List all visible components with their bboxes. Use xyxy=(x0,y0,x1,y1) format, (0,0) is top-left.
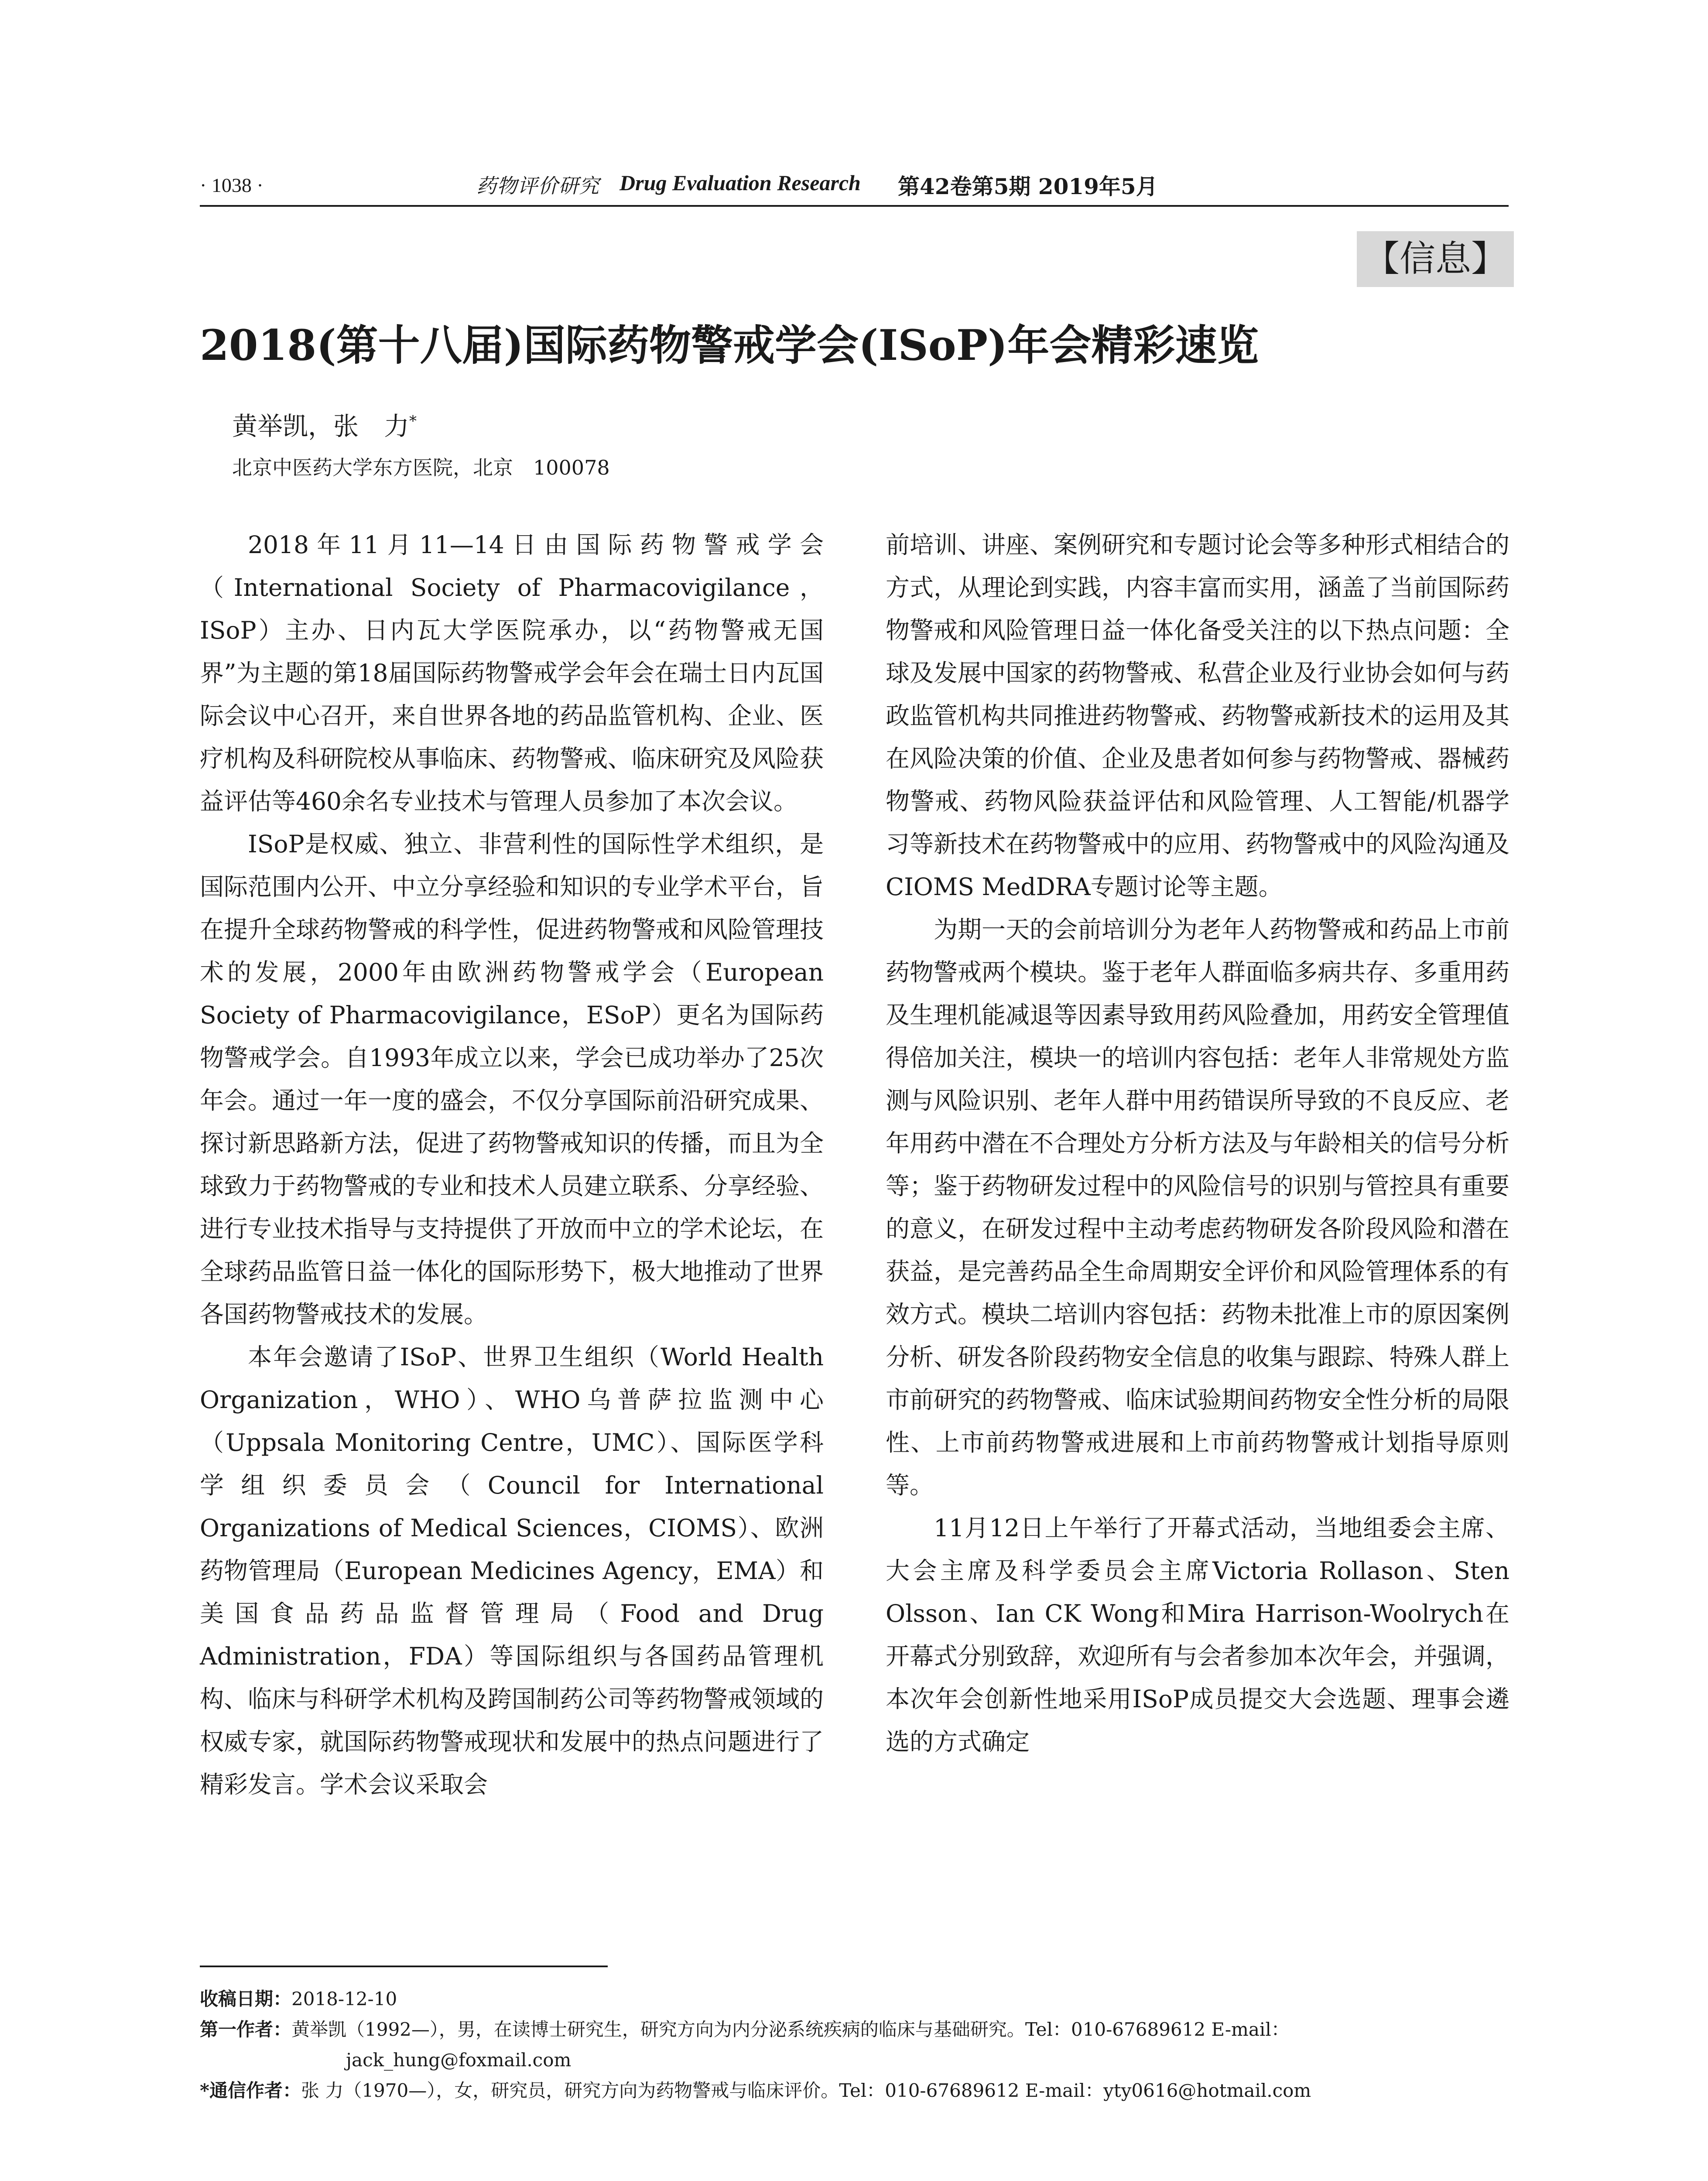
journal-chinese-logo: 药物评价研究 xyxy=(476,174,599,198)
body-left-column xyxy=(200,523,824,1806)
footnote-first-author xyxy=(200,2014,1509,2075)
paragraph-continued: 前培训、讲座、案例研究和专题讨论会等多种形式相结合的方式，从理论到实践，内容丰富而实用，涵盖了当前国际药物警戒和风险管理日益一体化备受关注的以下热点问题：全球及发展中国家的药物警戒、私营企业及行业协会如何与药政监管机构共同推进药物警戒、药物警戒新技术的运用及其在风险决策的价值、企业及患者如何参与药物警戒、器械药物警戒、药物风险获益评估和风险管理、人工智能/机器学习等新技术在药物警戒中的应用、药物警戒中的风险沟通及CIOMS MedDRA专题讨论等主题。 xyxy=(886,531,1510,901)
page-number: · 1038 · xyxy=(200,174,264,196)
affiliation: 北京中医药大学东方医院，北京 100078 xyxy=(232,456,610,479)
paragraph: 本年会邀请了ISoP、世界卫生组织（World Health Organization，WHO）、WHO乌普萨拉监测中心（Uppsala Monitoring Centre，UMC）、国际医学科学组织委员会（Council for International Organizations of Medical Sciences，CIOMS）、欧洲药物管理局（European Medicines Agency，EMA）和美国食品药品监督管理局（Food and Drug Administration，FDA）等国际组织与各国药品管理机构、临床与科研学术机构及跨国制药公司等药物警戒领域的权威专家，就国际药物警戒现状和发展中的热点问题进行了精彩发言。学术会议采取会 xyxy=(200,1343,824,1798)
paragraph: 为期一天的会前培训分为老年人药物警戒和药品上市前药物警戒两个模块。鉴于老年人群面临多病共存、多重用药及生理机能减退等因素导致用药风险叠加，用药安全管理值得倍加关注，模块一的培训内容包括：老年人非常规处方监测与风险识别、老年人群中用药错误所导致的不良反应、老年用药中潜在不合理处方分析方法及与年龄相关的信号分析等；鉴于药物研发过程中的风险信号的识别与管控具有重要的意义，在研发过程中主动考虑药物研发各阶段风险和潜在获益，是完善药品全生命周期安全评价和风险管理体系的有效方式。模块二培训内容包括：药物未批准上市的原因案例分析、研发各阶段药物安全信息的收集与跟踪、特殊人群上市前研究的药物警戒、临床试验期间药物安全性分析的局限性、上市前药物警戒进展和上市前药物警戒计划指导原则等。 xyxy=(886,916,1510,1499)
paragraph: ISoP是权威、独立、非营利性的国际性学术组织，是国际范围内公开、中立分享经验和知识的专业学术平台，旨在提升全球药物警戒的科学性，促进药物警戒和风险管理技术的发展，2000年由欧洲药物警戒学会（European Society of Pharmacovigilance，ESoP）更名为国际药物警戒学会。自1993年成立以来，学会已成功举办了25次年会。通过一年一度的盛会，不仅分享国际前沿研究成果、探讨新思路新方法，促进了药物警戒知识的传播，而且为全球致力于药物警戒的专业和技术人员建立联系、分享经验、进行专业技术指导与支持提供了开放而中立的学术论坛，在全球药品监管日益一体化的国际形势下，极大地推动了世界各国药物警戒技术的发展。 xyxy=(200,830,824,1328)
paragraph: 2018年11月11—14日由国际药物警戒学会（International Society of Pharmacovigilance，ISoP）主办、日内瓦大学医院承办，以“药物警戒无国界”为主题的第18届国际药物警戒学会年会在瑞士日内瓦国际会议中心召开，来自世界各地的药品监管机构、企业、医疗机构及科研院校从事临床、药物警戒、临床研究及风险获益评估等460余名专业技术与管理人员参加了本次会议。 xyxy=(200,531,824,815)
footnote-corresponding-author xyxy=(200,2075,1509,2106)
received-label: 收稿日期： xyxy=(200,1988,292,2010)
corresponding-info: 张 力（1970—），女，研究员，研究方向为药物警戒与临床评价。Tel：010-67689612 E-mail：yty0616@hotmail.com xyxy=(301,2080,1311,2101)
footnote-rule xyxy=(200,1966,608,1967)
article-title: 2018(第十八届)国际药物警戒学会(ISoP)年会精彩速览 xyxy=(200,321,1259,370)
author-line xyxy=(232,406,417,442)
header-rule xyxy=(200,205,1509,207)
paragraph: 11月12日上午举行了开幕式活动，当地组委会主席、大会主席及科学委员会主席Victoria Rollason、Sten Olsson、Ian CK Wong和Mira Harrison-Woolrych在开幕式分别致辞，欢迎所有与会者参加本次年会，并强调，本次年会创新性地采用ISoP成员提交大会选题、理事会遴选的方式确定 xyxy=(886,1514,1510,1756)
first-author-label: 第一作者： xyxy=(200,2019,292,2040)
corresponding-mark: * xyxy=(409,412,417,430)
received-date: 2018-12-10 xyxy=(291,1988,397,2010)
journal-english-name: Drug Evaluation Research xyxy=(620,171,861,195)
issue-info: 第42卷第5期 2019年5月 xyxy=(898,174,1158,199)
footnote-received xyxy=(200,1984,1509,2014)
body-right-column xyxy=(886,523,1509,1763)
authors: 黄举凯，张 力 xyxy=(232,411,410,441)
first-author-email: jack_hung@foxmail.com xyxy=(346,2049,572,2071)
first-author-info: 黄举凯（1992—），男，在读博士研究生，研究方向为内分泌系统疾病的临床与基础研究。Tel：010-67689612 E-mail： xyxy=(291,2019,1290,2040)
corresponding-label: *通信作者： xyxy=(200,2080,301,2101)
section-tag: 【信息】 xyxy=(1357,231,1514,287)
